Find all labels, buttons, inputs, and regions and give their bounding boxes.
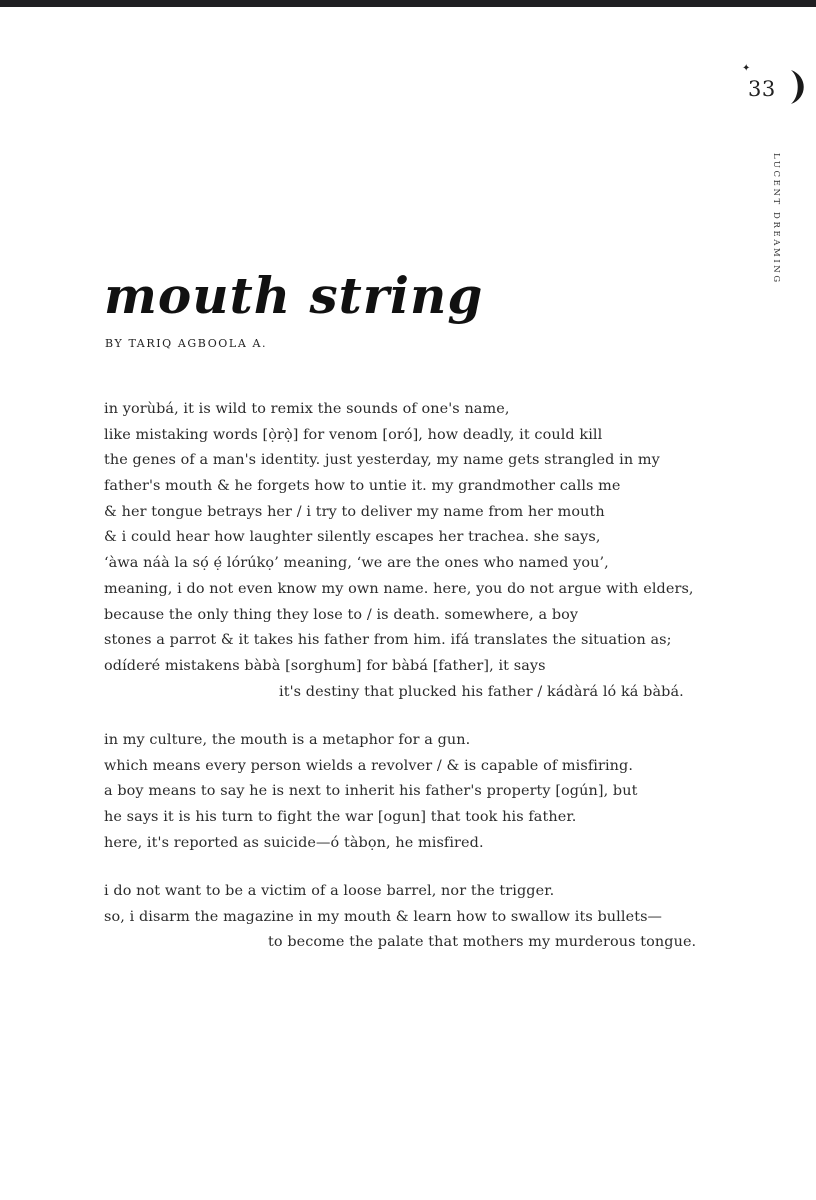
poem-line: so, i disarm the magazine in my mouth & learn how to swallow its bullets— [104,908,663,925]
poem-line: father's mouth & he forgets how to untie it. my grandmother calls me [104,478,621,495]
top-border-bar [0,0,816,7]
poem-line: because the only thing they lose to / is death. somewhere, a boy [104,606,579,623]
page-number: 33 [748,77,776,101]
stanza-2 [104,728,744,856]
poem-line: in my culture, the mouth is a metaphor for a gun. [104,732,471,748]
poem-line: odíderé mistakens bàbà [sorghum] for bàbá [father], it says [104,657,546,674]
star-icon: ✦ [742,63,751,74]
poem-line: ‘àwa náà la sọ́ ẹ́ lórúkọ’ meaning, ‘we are the ones who named you’, [104,555,609,572]
poem-line: here, it's reported as suicide—ó tàbọn, he misfired. [104,834,484,851]
stanza-3 [104,879,744,956]
page-marker [742,64,812,108]
poem-line-indented: to become the palate that mothers my murderous tongue. [268,934,697,951]
poem-line: stones a parrot & it takes his father from him. ifá translates the situation as; [104,632,672,649]
poem-line: in yorùbá, it is wild to remix the sounds of one's name, [104,401,510,417]
poem-line: & i could hear how laughter silently escapes her trachea. she says, [104,529,601,546]
publication-name: LUCENT DREAMING [771,153,781,285]
poem-title: mouth string [104,266,484,325]
poem-line: i do not want to be a victim of a loose barrel, nor the trigger. [104,883,555,899]
poem-line: which means every person wields a revolver / & is capable of misfiring. [104,757,634,774]
stanza-1 [104,397,744,705]
crescent-moon-icon [786,68,808,106]
poem-line: & her tongue betrays her / i try to deliver my name from her mouth [104,503,605,520]
poem-line: the genes of a man's identity. just yesterday, my name gets strangled in my [104,452,660,469]
poem-line: a boy means to say he is next to inherit his father's property [ogún], but [104,783,638,800]
poem-line-indented: it's destiny that plucked his father / kádàrá ló ká bàbá. [279,683,684,700]
poem-line: meaning, i do not even know my own name. here, you do not argue with elders, [104,580,694,597]
poem-line: like mistaking words [ọ̀rọ̀] for venom [oró], how deadly, it could kill [104,426,603,443]
poem-line: he says it is his turn to fight the war [ogun] that took his father. [104,809,577,826]
author-byline: BY TARIQ AGBOOLA A. [105,337,268,350]
